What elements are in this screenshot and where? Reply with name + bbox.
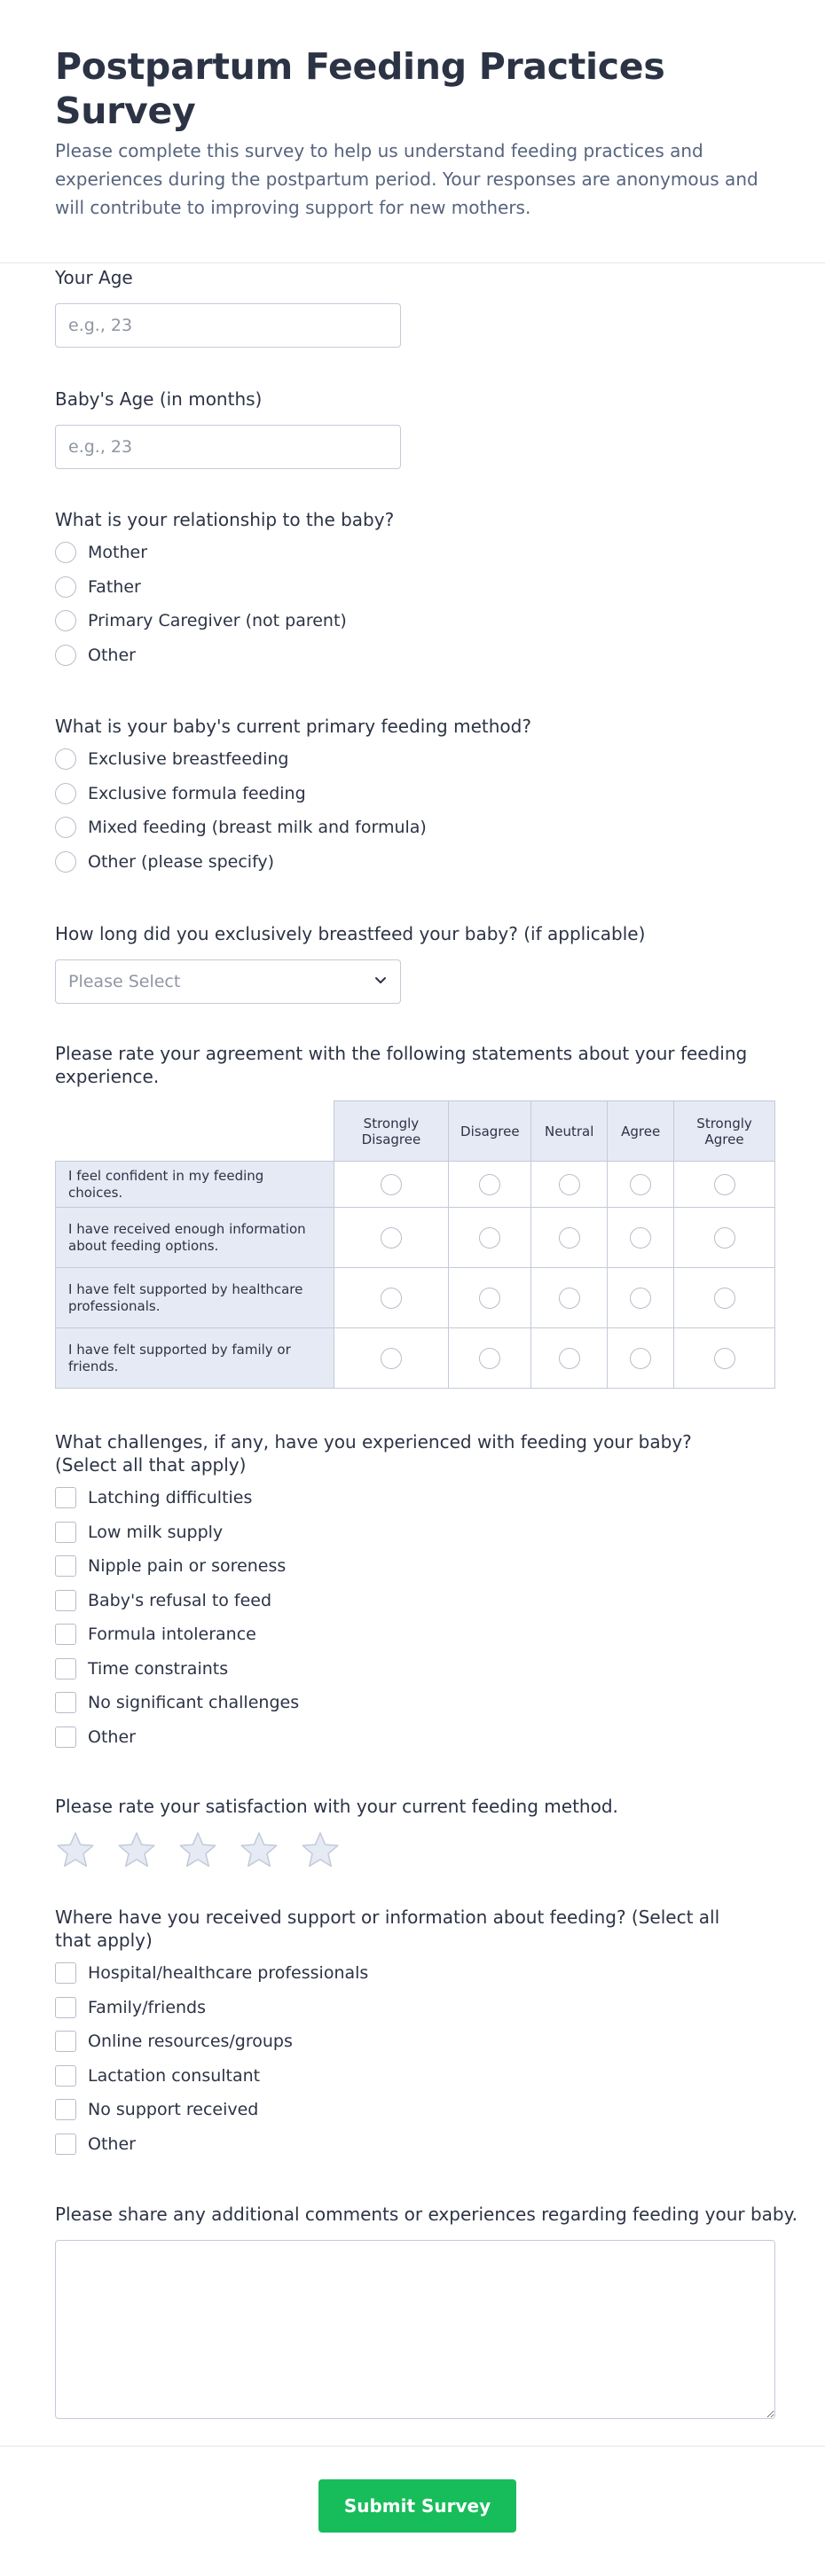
option-label: Exclusive breastfeeding xyxy=(88,749,289,770)
radio-option[interactable] xyxy=(55,570,394,605)
breastfeed-duration-select[interactable] xyxy=(55,959,401,1004)
checkbox[interactable] xyxy=(55,2065,76,2087)
option-label: Other xyxy=(88,2134,136,2154)
matrix-row-label: I feel confident in my feeding choices. xyxy=(56,1162,334,1208)
option-label: Formula intolerance xyxy=(88,1625,256,1645)
column-label: Strongly xyxy=(696,1115,752,1131)
checkbox-option[interactable] xyxy=(55,1584,756,1618)
star-rating xyxy=(55,1830,618,1869)
option-label: Other xyxy=(88,1726,136,1747)
radio-option[interactable] xyxy=(55,536,394,570)
radio-button[interactable] xyxy=(381,1227,402,1249)
matrix-cell[interactable] xyxy=(531,1268,608,1328)
radio-button[interactable] xyxy=(381,1288,402,1309)
radio-button[interactable] xyxy=(714,1174,735,1195)
option-label: Lactation consultant xyxy=(88,2065,261,2086)
radio-button[interactable] xyxy=(55,542,76,563)
age-question xyxy=(55,266,401,348)
checkbox-option[interactable] xyxy=(55,1720,756,1755)
checkbox[interactable] xyxy=(55,1590,76,1611)
radio-button[interactable] xyxy=(479,1288,500,1309)
radio-button[interactable] xyxy=(559,1288,580,1309)
option-label: Exclusive formula feeding xyxy=(88,783,306,803)
relationship-question xyxy=(55,508,394,672)
star-icon[interactable] xyxy=(300,1830,341,1869)
checkbox[interactable] xyxy=(55,2099,76,2120)
checkbox-option[interactable] xyxy=(55,1956,756,1991)
checkbox[interactable] xyxy=(55,1522,76,1543)
checkbox[interactable] xyxy=(55,1692,76,1713)
matrix-cell[interactable] xyxy=(608,1208,674,1268)
radio-button[interactable] xyxy=(559,1227,580,1249)
option-label: Other xyxy=(88,645,136,665)
option-label: Primary Caregiver (not parent) xyxy=(88,611,347,631)
checkbox-option[interactable] xyxy=(55,1617,756,1652)
matrix-column-header: Agree xyxy=(608,1101,674,1162)
radio-button[interactable] xyxy=(714,1227,735,1249)
feeding-method-label: What is your baby's current primary feeding method? xyxy=(55,716,531,737)
option-label: Baby's refusal to feed xyxy=(88,1590,272,1610)
radio-button[interactable] xyxy=(55,610,76,631)
matrix-cell[interactable] xyxy=(674,1162,775,1208)
baby-age-label: Baby's Age (in months) xyxy=(55,388,263,410)
challenges-options xyxy=(55,1481,756,1754)
form-header xyxy=(0,0,825,263)
star-icon[interactable] xyxy=(239,1830,279,1869)
radio-option[interactable] xyxy=(55,638,394,673)
matrix-header-row xyxy=(56,1101,775,1162)
radio-button[interactable] xyxy=(55,576,76,598)
checkbox[interactable] xyxy=(55,1487,76,1508)
matrix-cell[interactable] xyxy=(334,1268,449,1328)
matrix-cell[interactable] xyxy=(334,1162,449,1208)
radio-option[interactable] xyxy=(55,742,531,777)
option-label: Online resources/groups xyxy=(88,2032,293,2052)
checkbox-option[interactable] xyxy=(55,1686,756,1720)
matrix-cell[interactable] xyxy=(674,1208,775,1268)
matrix-row xyxy=(56,1268,775,1328)
matrix-column-header xyxy=(334,1101,449,1162)
checkbox-option[interactable] xyxy=(55,1515,756,1550)
checkbox-option[interactable] xyxy=(55,2093,756,2127)
matrix-row-label xyxy=(56,1208,334,1268)
checkbox[interactable] xyxy=(55,1555,76,1577)
agreement-question xyxy=(55,1042,775,1389)
radio-button[interactable] xyxy=(630,1227,651,1249)
option-label: Hospital/healthcare professionals xyxy=(88,1963,369,1984)
matrix-cell[interactable] xyxy=(608,1268,674,1328)
radio-option[interactable] xyxy=(55,777,531,811)
feeding-method-options xyxy=(55,742,531,879)
radio-button[interactable] xyxy=(381,1348,402,1369)
row-label-line: professionals. xyxy=(68,1297,161,1314)
matrix-cell[interactable] xyxy=(674,1328,775,1389)
matrix-row-label xyxy=(56,1268,334,1328)
checkbox-option[interactable] xyxy=(55,1549,756,1584)
star-icon[interactable] xyxy=(116,1830,157,1869)
option-label: Mixed feeding (breast milk and formula) xyxy=(88,818,427,838)
radio-option[interactable] xyxy=(55,845,531,880)
support-label: Where have you received support or information about feeding? (Select all that apply) xyxy=(55,1907,720,1951)
option-label: No support received xyxy=(88,2100,259,2120)
matrix-cell[interactable] xyxy=(608,1162,674,1208)
radio-button[interactable] xyxy=(630,1174,651,1195)
column-label: Disagree xyxy=(361,1131,421,1147)
support-question xyxy=(55,1906,756,2161)
radio-button[interactable] xyxy=(479,1174,500,1195)
option-label: Mother xyxy=(88,543,148,563)
radio-option[interactable] xyxy=(55,604,394,638)
satisfaction-question xyxy=(55,1795,618,1869)
checkbox-option[interactable] xyxy=(55,1652,756,1687)
checkbox[interactable] xyxy=(55,1624,76,1645)
option-label: Time constraints xyxy=(88,1658,229,1679)
option-label: Nipple pain or soreness xyxy=(88,1556,287,1577)
option-label: Father xyxy=(88,576,141,597)
checkbox[interactable] xyxy=(55,1726,76,1748)
row-label-line: about feeding options. xyxy=(68,1237,219,1254)
option-label: Other (please specify) xyxy=(88,851,275,872)
agreement-label: Please rate your agreement with the following statements about your feeding experience. xyxy=(55,1043,748,1087)
matrix-cell[interactable] xyxy=(334,1208,449,1268)
matrix-corner xyxy=(56,1101,334,1162)
matrix-cell[interactable] xyxy=(531,1208,608,1268)
option-label: Latching difficulties xyxy=(88,1488,253,1508)
column-label: Agree xyxy=(704,1131,744,1147)
comments-question xyxy=(55,2203,798,2423)
age-input[interactable] xyxy=(55,303,401,348)
radio-button[interactable] xyxy=(559,1174,580,1195)
row-label-line: I have felt supported by family or xyxy=(68,1341,291,1358)
star-icon[interactable] xyxy=(55,1830,96,1869)
breastfeed-duration-question xyxy=(55,922,645,1004)
checkbox-option[interactable] xyxy=(55,2059,756,2094)
baby-age-input[interactable] xyxy=(55,425,401,469)
checkbox[interactable] xyxy=(55,2031,76,2052)
feeding-method-question xyxy=(55,715,531,879)
row-label-line: I have received enough information xyxy=(68,1220,306,1237)
baby-age-question xyxy=(55,388,401,469)
radio-button[interactable] xyxy=(381,1174,402,1195)
select-value: Please Select xyxy=(68,972,181,991)
submit-button[interactable]: Submit Survey xyxy=(318,2479,516,2533)
agreement-matrix xyxy=(55,1100,775,1389)
checkbox-option[interactable] xyxy=(55,1481,756,1515)
matrix-cell[interactable] xyxy=(674,1268,775,1328)
checkbox-option[interactable] xyxy=(55,2127,756,2162)
matrix-column-header xyxy=(674,1101,775,1162)
radio-button[interactable] xyxy=(559,1348,580,1369)
matrix-column-header: Neutral xyxy=(531,1101,608,1162)
form-footer xyxy=(0,2446,825,2576)
matrix-column-header: Disagree xyxy=(449,1101,531,1162)
row-label-line: I have felt supported by healthcare xyxy=(68,1280,303,1297)
matrix-cell[interactable] xyxy=(449,1162,531,1208)
radio-button[interactable] xyxy=(55,645,76,666)
challenges-label: What challenges, if any, have you experienced with feeding your baby? (Select all that apply) xyxy=(55,1431,692,1476)
matrix-row xyxy=(56,1162,775,1208)
challenges-question xyxy=(55,1430,756,1754)
radio-button[interactable] xyxy=(479,1348,500,1369)
option-label: Low milk supply xyxy=(88,1522,224,1542)
radio-button[interactable] xyxy=(55,783,76,804)
radio-button[interactable] xyxy=(479,1227,500,1249)
radio-button[interactable] xyxy=(55,817,76,838)
matrix-cell[interactable] xyxy=(608,1328,674,1389)
row-label-line: friends. xyxy=(68,1358,119,1374)
radio-button[interactable] xyxy=(55,851,76,873)
checkbox-option[interactable] xyxy=(55,1991,756,2025)
matrix-cell[interactable] xyxy=(449,1208,531,1268)
matrix-cell[interactable] xyxy=(334,1328,449,1389)
breastfeed-duration-label: How long did you exclusively breastfeed your baby? (if applicable) xyxy=(55,923,646,944)
checkbox[interactable] xyxy=(55,1658,76,1679)
option-label: No significant challenges xyxy=(88,1693,300,1713)
matrix-cell[interactable] xyxy=(531,1328,608,1389)
support-options xyxy=(55,1956,756,2161)
column-label: Strongly xyxy=(363,1115,420,1131)
age-label: Your Age xyxy=(55,267,133,288)
radio-button[interactable] xyxy=(714,1288,735,1309)
relationship-label: What is your relationship to the baby? xyxy=(55,509,395,530)
comments-textarea[interactable] xyxy=(55,2240,775,2419)
radio-button[interactable] xyxy=(55,748,76,770)
page-subtitle: Please complete this survey to help us understand feeding practices and experiences during the postpartum period. Your responses are anonymous and will contribute to improving support for new mothers. xyxy=(55,140,758,218)
checkbox-option[interactable] xyxy=(55,2024,756,2059)
matrix-row xyxy=(56,1208,775,1268)
matrix-row-label xyxy=(56,1328,334,1389)
matrix-row xyxy=(56,1328,775,1389)
checkbox[interactable] xyxy=(55,2134,76,2155)
relationship-options xyxy=(55,536,394,672)
matrix-cell[interactable] xyxy=(449,1268,531,1328)
radio-button[interactable] xyxy=(630,1288,651,1309)
matrix-cell[interactable] xyxy=(449,1328,531,1389)
satisfaction-label: Please rate your satisfaction with your current feeding method. xyxy=(55,1796,618,1817)
option-label: Family/friends xyxy=(88,1997,207,2017)
comments-label: Please share any additional comments or experiences regarding feeding your baby. xyxy=(55,2204,798,2225)
radio-button[interactable] xyxy=(714,1348,735,1369)
chevron-down-icon xyxy=(373,973,388,990)
page-title: Postpartum Feeding Practices Survey xyxy=(55,45,665,132)
matrix-cell[interactable] xyxy=(531,1162,608,1208)
star-icon[interactable] xyxy=(177,1830,218,1869)
radio-button[interactable] xyxy=(630,1348,651,1369)
radio-option[interactable] xyxy=(55,810,531,845)
checkbox[interactable] xyxy=(55,1962,76,1984)
checkbox[interactable] xyxy=(55,1997,76,2018)
